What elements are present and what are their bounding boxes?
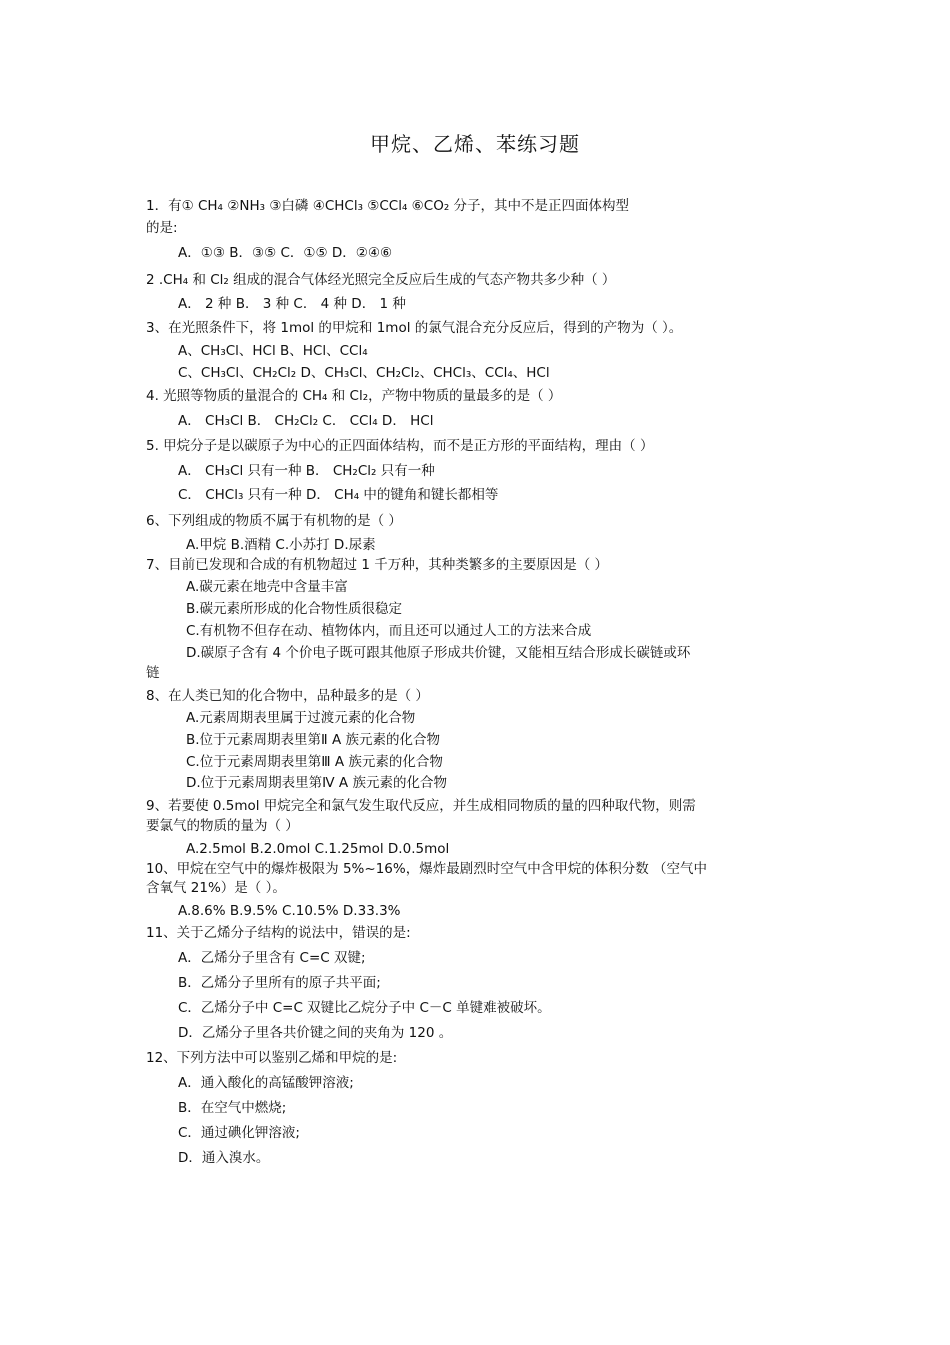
question-6-stem: 6、下列组成的物质不属于有机物的是（ ） <box>146 513 402 529</box>
question-11-option-a: A．乙烯分子里含有 C=C 双键; <box>178 950 366 966</box>
question-3-options-cd: C、CH₃Cl、CH₂Cl₂ D、CH₃Cl、CH₂Cl₂、CHCl₃、CCl₄、HCl <box>178 365 550 381</box>
question-4-stem: 4. 光照等物质的量混合的 CH₄ 和 Cl₂，产物中物质的量最多的是（ ） <box>146 388 562 404</box>
question-5-options-ab: A． CH₃Cl 只有一种 B． CH₂Cl₂ 只有一种 <box>178 463 435 479</box>
question-11-option-b: B．乙烯分子里所有的原子共平面; <box>178 975 381 991</box>
question-7-option-d: D.碳原子含有 4 个价电子既可跟其他原子形成共价键，又能相互结合形成长碳链或环 <box>186 645 691 661</box>
question-12-stem: 12、下列方法中可以鉴别乙烯和甲烷的是: <box>146 1050 398 1066</box>
question-7-option-a: A.碳元素在地壳中含量丰富 <box>186 579 348 595</box>
question-8-stem: 8、在人类已知的化合物中，品种最多的是（ ） <box>146 688 429 704</box>
question-2-options: A． 2 种 B． 3 种 C． 4 种 D． 1 种 <box>178 296 406 312</box>
question-7-stem: 7、目前已发现和合成的有机物超过 1 千万种，其种类繁多的主要原因是（ ） <box>146 557 609 573</box>
question-12-option-d: D．通入溴水。 <box>178 1150 270 1166</box>
question-4-options: A． CH₃Cl B． CH₂Cl₂ C． CCl₄ D． HCl <box>178 413 434 429</box>
question-3-options-ab: A、CH₃Cl、HCl B、HCl、CCl₄ <box>178 343 368 359</box>
question-11-option-c: C．乙烯分子中 C=C 双键比乙烷分子中 C－C 单键难被破坏。 <box>178 1000 551 1016</box>
question-9-stem: 9、若要使 0.5mol 甲烷完全和氯气发生取代反应，并生成相同物质的量的四种取代物，则需 <box>146 798 696 814</box>
question-9-options: A.2.5mol B.2.0mol C.1.25mol D.0.5mol <box>186 841 450 857</box>
page-title: 甲烷、乙烯、苯练习题 <box>370 132 580 156</box>
question-12-option-c: C．通过碘化钾溶液; <box>178 1125 300 1141</box>
question-12-option-a: A．通入酸化的高锰酸钾溶液; <box>178 1075 354 1091</box>
question-2-stem: 2 .CH₄ 和 Cl₂ 组成的混合气体经光照完全反应后生成的气态产物共多少种（ ） <box>146 272 616 288</box>
question-1-stem-cont: 的是: <box>146 220 178 236</box>
question-6-options: A.甲烷 B.酒精 C.小苏打 D.尿素 <box>186 537 376 553</box>
question-10-stem-cont: 含氧气 21%）是（ ）。 <box>146 880 286 896</box>
question-10-stem: 10、甲烷在空气中的爆炸极限为 5%~16%，爆炸最剧烈时空气中含甲烷的体积分数 （空气中 <box>146 861 707 877</box>
question-9-stem-cont: 要氯气的物质的量为（ ） <box>146 818 299 834</box>
question-8-option-d: D.位于元素周期表里第Ⅳ A 族元素的化合物 <box>186 775 447 791</box>
question-8-option-c: C.位于元素周期表里第Ⅲ A 族元素的化合物 <box>186 754 443 770</box>
question-1-options: A．①③ B．③⑤ C．①⑤ D．②④⑥ <box>178 245 393 261</box>
question-3-stem: 3、在光照条件下，将 1mol 的甲烷和 1mol 的氯气混合充分反应后，得到的产物为（ ）。 <box>146 320 683 336</box>
question-12-option-b: B．在空气中燃烧; <box>178 1100 287 1116</box>
question-8-option-a: A.元素周期表里属于过渡元素的化合物 <box>186 710 416 726</box>
question-11-stem: 11、关于乙烯分子结构的说法中，错误的是: <box>146 925 411 941</box>
question-7-option-c: C.有机物不但存在动、植物体内，而且还可以通过人工的方法来合成 <box>186 623 592 639</box>
question-11-option-d: D．乙烯分子里各共价键之间的夹角为 120 。 <box>178 1025 453 1041</box>
question-5-options-cd: C． CHCl₃ 只有一种 D． CH₄ 中的键角和键长都相等 <box>178 487 499 503</box>
question-8-option-b: B.位于元素周期表里第Ⅱ A 族元素的化合物 <box>186 732 441 748</box>
question-7-option-d-cont: 链 <box>146 665 160 681</box>
question-5-stem: 5. 甲烷分子是以碳原子为中心的正四面体结构，而不是正方形的平面结构，理由（ ） <box>146 438 654 454</box>
question-1-stem: 1．有① CH₄ ②NH₃ ③白磷 ④CHCl₃ ⑤CCl₄ ⑥CO₂ 分子，其中不是正四面体构型 <box>146 198 630 214</box>
question-7-option-b: B.碳元素所形成的化合物性质很稳定 <box>186 601 403 617</box>
question-10-options: A.8.6% B.9.5% C.10.5% D.33.3% <box>178 903 401 919</box>
